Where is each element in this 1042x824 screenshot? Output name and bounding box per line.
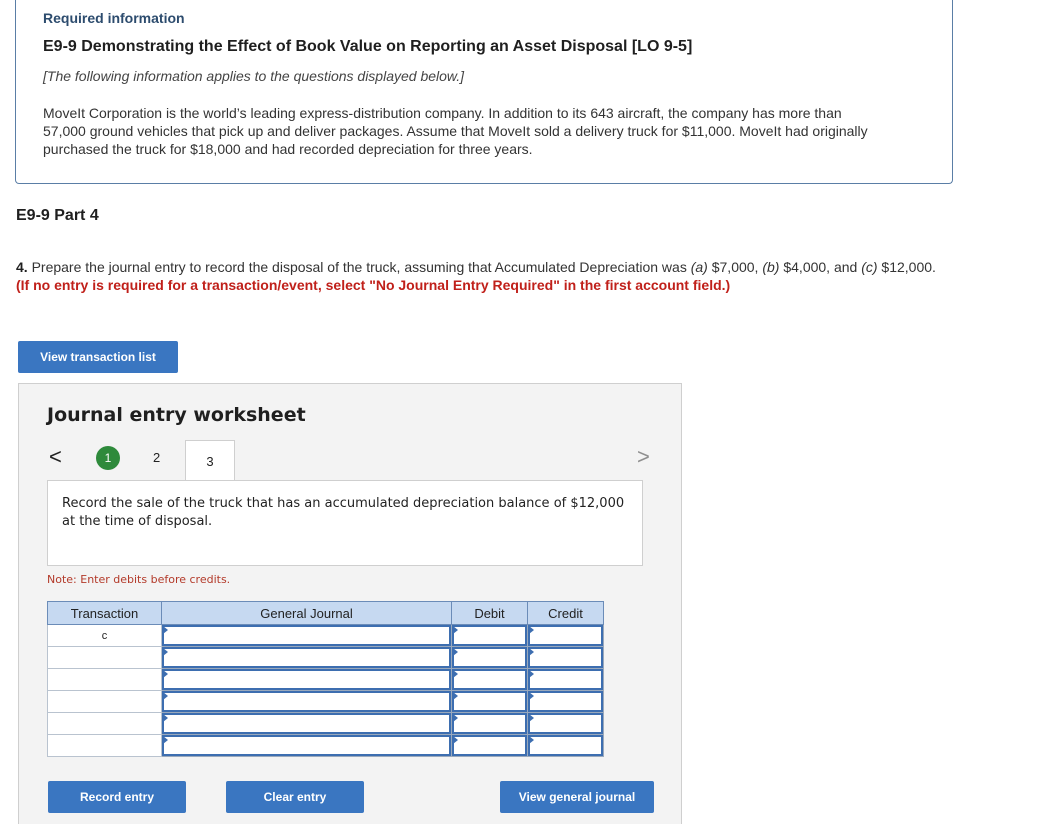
option-c-letter: (c) [861, 259, 878, 275]
exercise-heading: E9-9 Demonstrating the Effect of Book Value on Reporting an Asset Disposal [LO 9-5] [43, 38, 693, 55]
clear-entry-button[interactable]: Clear entry [226, 781, 364, 813]
tab-transaction-3[interactable]: 3 [185, 440, 235, 481]
dropdown-flag-icon [163, 692, 168, 700]
debit-input[interactable] [452, 625, 527, 646]
entry-flag-icon [529, 692, 534, 700]
transaction-cell [48, 735, 162, 757]
account-cell [162, 647, 452, 669]
option-a-value: $7,000, [707, 259, 763, 275]
debit-input[interactable] [452, 713, 527, 734]
credit-cell [528, 647, 604, 669]
debit-input[interactable] [452, 669, 527, 690]
scenario-text: MoveIt Corporation is the world’s leading express-distribution company. In addition to its 643 aircraft, the company has more than 57,000 ground vehicles that pick up and deliver packages. Assume that MoveIt sold a delivery truck for $11,000. MoveIt had originally purchased the truck for $18,000 and had recorded depreciation for three years. [43, 105, 868, 157]
debit-input[interactable] [452, 691, 527, 712]
view-general-journal-button[interactable]: View general journal [500, 781, 654, 813]
applies-note: [The following information applies to the questions displayed below.] [43, 68, 465, 84]
entry-flag-icon [529, 648, 534, 656]
account-select[interactable] [162, 691, 451, 712]
transaction-header: Transaction [48, 602, 162, 625]
entry-flag-icon [453, 692, 458, 700]
question-text [16, 258, 946, 294]
account-select[interactable] [162, 713, 451, 734]
credit-input[interactable] [528, 647, 603, 668]
table-row [48, 735, 604, 757]
entry-flag-icon [529, 626, 534, 634]
transaction-cell [48, 647, 162, 669]
part-heading: E9-9 Part 4 [16, 207, 99, 224]
debit-cell [452, 647, 528, 669]
question-number: 4. [16, 259, 28, 275]
credit-cell [528, 735, 604, 757]
entry-flag-icon [529, 736, 534, 744]
journal-rows [48, 625, 604, 757]
transaction-cell [48, 691, 162, 713]
table-row [48, 647, 604, 669]
credit-header: Credit [528, 602, 604, 625]
entry-flag-icon [453, 670, 458, 678]
entry-flag-icon [453, 626, 458, 634]
journal-entry-worksheet [18, 383, 682, 824]
account-select[interactable] [162, 625, 451, 646]
debit-input[interactable] [452, 647, 527, 668]
entry-flag-icon [453, 736, 458, 744]
debit-input[interactable] [452, 735, 527, 756]
account-cell [162, 735, 452, 757]
record-entry-button[interactable]: Record entry [48, 781, 186, 813]
dropdown-flag-icon [163, 736, 168, 744]
question-text-part: Prepare the journal entry to record the disposal of the truck, assuming that Accumulated Depreciation was [27, 259, 691, 275]
instruction-warning: (If no entry is required for a transaction/event, select "No Journal Entry Required" in the first account field.) [16, 277, 731, 293]
debit-cell [452, 735, 528, 757]
table-row [48, 625, 604, 647]
table-row [48, 713, 604, 735]
entry-flag-icon [453, 648, 458, 656]
debit-cell [452, 713, 528, 735]
credit-input[interactable] [528, 735, 603, 756]
account-cell [162, 713, 452, 735]
credit-cell [528, 625, 604, 647]
transaction-description: Record the sale of the truck that has an accumulated depreciation balance of $12,000 at the time of disposal. [47, 480, 643, 566]
option-a-letter: (a) [690, 259, 708, 275]
account-cell [162, 691, 452, 713]
debit-cell [452, 691, 528, 713]
credit-input[interactable] [528, 669, 603, 690]
journal-table [47, 601, 604, 757]
option-b-letter: (b) [762, 259, 780, 275]
transaction-cell [48, 713, 162, 735]
chevron-left-icon[interactable]: < [49, 444, 62, 469]
transaction-cell [48, 669, 162, 691]
required-information-label: Required information [43, 10, 185, 26]
account-select[interactable] [162, 735, 451, 756]
table-row [48, 691, 604, 713]
credit-cell [528, 713, 604, 735]
entry-flag-icon [453, 714, 458, 722]
worksheet-title: Journal entry worksheet [47, 404, 306, 426]
tab-transaction-2[interactable]: 2 [153, 450, 161, 465]
transaction-cell: c [48, 625, 162, 647]
debit-cell [452, 669, 528, 691]
tab-transaction-1[interactable]: 1 [96, 446, 120, 470]
entry-flag-icon [529, 714, 534, 722]
account-select[interactable] [162, 669, 451, 690]
dropdown-flag-icon [163, 714, 168, 722]
general-journal-header: General Journal [162, 602, 452, 625]
dropdown-flag-icon [163, 626, 168, 634]
dropdown-flag-icon [163, 670, 168, 678]
debit-header: Debit [452, 602, 528, 625]
credit-input[interactable] [528, 713, 603, 734]
account-select[interactable] [162, 647, 451, 668]
account-cell [162, 625, 452, 647]
debits-credits-note: Note: Enter debits before credits. [47, 573, 231, 586]
chevron-right-icon[interactable]: > [637, 444, 650, 469]
credit-cell [528, 691, 604, 713]
view-transaction-list-button[interactable]: View transaction list [18, 341, 178, 373]
table-row [48, 669, 604, 691]
dropdown-flag-icon [163, 648, 168, 656]
entry-flag-icon [529, 670, 534, 678]
credit-input[interactable] [528, 691, 603, 712]
account-cell [162, 669, 452, 691]
credit-cell [528, 669, 604, 691]
option-b-value: $4,000, and [779, 259, 862, 275]
option-c-value: $12,000. [877, 259, 936, 275]
credit-input[interactable] [528, 625, 603, 646]
debit-cell [452, 625, 528, 647]
